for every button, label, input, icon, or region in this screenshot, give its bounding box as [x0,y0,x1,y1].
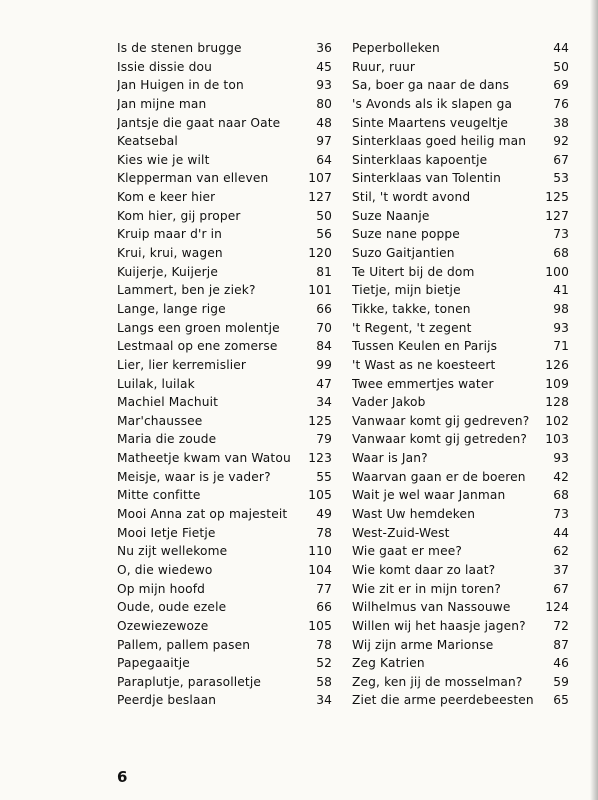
index-entry [117,412,332,431]
entry-page-number: 58 [316,674,332,689]
entry-title: Ruur, ruur [352,59,416,74]
entry-page-number: 120 [308,246,332,261]
entry-title: Lier, lier kerremislier [117,357,247,372]
index-entry [117,486,332,505]
entry-page-number: 92 [553,134,569,149]
entry-title: Te Uitert bij de dom [352,264,475,279]
index-entry [352,244,569,263]
entry-title: Wie zit er in mijn toren? [352,581,502,596]
entry-page-number: 41 [553,283,569,298]
entry-page-number: 38 [553,115,569,130]
index-entry [352,636,569,655]
entry-page-number: 69 [553,78,569,93]
entry-title: Wait je wel waar Janman [352,488,506,503]
index-entry [352,654,569,673]
entry-title: Maria die zoude [117,432,217,447]
entry-title: Sinterklaas kapoentje [352,152,488,167]
index-entry [352,188,569,207]
entry-page-number: 105 [308,488,332,503]
index-entry [117,673,332,692]
entry-title: Issie dissie dou [117,59,212,74]
entry-page-number: 84 [316,339,332,354]
entry-page-number: 44 [553,41,569,55]
index-entry [117,449,332,468]
entry-title: Waar is Jan? [352,451,428,466]
index-entry [117,300,332,319]
index-entry [117,319,332,338]
entry-title: Meisje, waar is je vader? [117,469,271,484]
entry-page-number: 42 [553,469,569,484]
entry-title: Twee emmertjes water [352,376,494,391]
index-entry [352,561,569,580]
index-entry [117,169,332,188]
entry-page-number: 50 [553,59,569,74]
entry-title: Kruip maar d'r in [117,227,223,242]
entry-title: Sa, boer ga naar de dans [352,78,510,93]
index-entry [352,39,569,58]
entry-title: Suzo Gaitjantien [352,246,455,261]
index-entry [117,356,332,375]
entry-page-number: 34 [316,395,332,410]
entry-title: Lestmaal op ene zomerse [117,339,278,354]
index-entry [352,580,569,599]
entry-page-number: 109 [545,376,569,391]
index-entry [352,114,569,133]
index-entry [117,188,332,207]
entry-title: Jan mijne man [117,96,207,111]
entry-title: Op mijn hoofd [117,581,206,596]
entry-page-number: 37 [553,562,569,577]
index-entry [352,151,569,170]
index-entry [117,76,332,95]
index-entry [117,598,332,617]
entry-title: Mooi Anna zat op majesteit [117,507,288,522]
entry-page-number: 105 [308,618,332,633]
index-entry [352,691,569,710]
index-entry [352,207,569,226]
entry-title: Suze Naanje [352,208,430,223]
entry-page-number: 103 [545,432,569,447]
index-entry [352,281,569,300]
entry-page-number: 101 [308,283,332,298]
entry-title: Vader Jakob [352,395,426,410]
entry-page-number: 107 [308,171,332,186]
entry-title: Peerdje beslaan [117,693,217,708]
entry-title: Wie komt daar zo laat? [352,562,496,577]
entry-title: Peperbolleken [352,41,440,55]
entry-title: Nu zijt wellekome [117,544,228,559]
index-entry [117,244,332,263]
entry-page-number: 77 [316,581,332,596]
entry-title: Is de stenen brugge [117,41,242,55]
index-entry [117,654,332,673]
index-entry [117,617,332,636]
entry-page-number: 87 [553,637,569,652]
entry-title: Sinterklaas goed heilig man [352,134,527,149]
entry-title: Papegaaitje [117,656,190,671]
index-entry [352,225,569,244]
entry-page-number: 55 [316,469,332,484]
entry-page-number: 53 [553,171,569,186]
entry-page-number: 80 [316,96,332,111]
index-entry [117,207,332,226]
entry-title: Jantsje die gaat naar Oate [117,115,281,130]
entry-page-number: 34 [316,693,332,708]
entry-page-number: 76 [553,96,569,111]
index-column-right [352,39,569,710]
page-number: 6 [117,768,128,786]
entry-title: Mooi Ietje Fietje [117,525,216,540]
entry-page-number: 127 [308,190,332,205]
entry-page-number: 70 [316,320,332,335]
index-entry [117,263,332,282]
entry-page-number: 45 [316,59,332,74]
entry-page-number: 46 [553,656,569,671]
index-entry [352,673,569,692]
entry-page-number: 93 [553,451,569,466]
index-entry [352,263,569,282]
index-entry [352,356,569,375]
index-entry [117,691,332,710]
index-column-left [117,39,332,710]
index-entry [352,430,569,449]
entry-page-number: 52 [316,656,332,671]
index-entry [352,169,569,188]
entry-page-number: 66 [316,301,332,316]
entry-title: Klepperman van elleven [117,171,269,186]
index-entry [117,375,332,394]
entry-title: O, die wiedewo [117,562,213,577]
entry-page-number: 123 [308,451,332,466]
index-entry [117,95,332,114]
entry-page-number: 56 [316,227,332,242]
entry-page-number: 67 [553,152,569,167]
entry-page-number: 49 [316,507,332,522]
entry-title: Wie gaat er mee? [352,544,462,559]
index-entry [117,225,332,244]
entry-page-number: 126 [545,357,569,372]
entry-title: Krui, krui, wagen [117,246,223,261]
index-entry [117,468,332,487]
entry-title: Keatsebal [117,134,178,149]
entry-page-number: 99 [316,357,332,372]
index-entry [352,468,569,487]
entry-page-number: 98 [553,301,569,316]
index-entry [352,449,569,468]
entry-page-number: 78 [316,637,332,652]
entry-page-number: 93 [553,320,569,335]
entry-title: Luilak, luilak [117,376,195,391]
entry-title: Lange, lange rige [117,301,226,316]
index-entry [117,281,332,300]
index-entry [117,132,332,151]
page-edge-shadow [590,0,598,800]
entry-title: Mar'chaussee [117,413,203,428]
entry-title: 't Regent, 't zegent [352,320,472,335]
index-entry [117,114,332,133]
index-entry [117,39,332,58]
entry-title: Zeg, ken jij de mosselman? [352,674,523,689]
entry-page-number: 104 [308,562,332,577]
index-entry [352,486,569,505]
index-entry [117,393,332,412]
entry-title: Sinte Maartens veugeltje [352,115,509,130]
entry-title: Suze nane poppe [352,227,460,242]
entry-page-number: 125 [308,413,332,428]
entry-title: Kies wie je wilt [117,152,210,167]
entry-page-number: 102 [545,413,569,428]
entry-title: Jan Huigen in de ton [117,78,244,93]
index-entry [352,319,569,338]
index-entry [117,542,332,561]
entry-page-number: 59 [553,674,569,689]
entry-page-number: 68 [553,246,569,261]
index-entry [117,580,332,599]
entry-page-number: 68 [553,488,569,503]
entry-title: Wast Uw hemdeken [352,507,476,522]
entry-title: Paraplutje, parasolletje [117,674,262,689]
entry-title: Mitte confitte [117,488,201,503]
entry-title: 's Avonds als ik slapen ga [352,96,513,111]
entry-title: Willen wij het haasje jagen? [352,618,526,633]
entry-page-number: 128 [545,395,569,410]
index-entry [117,151,332,170]
entry-page-number: 125 [545,190,569,205]
entry-title: Stil, 't wordt avond [352,190,471,205]
entry-title: Vanwaar komt gij gedreven? [352,413,530,428]
entry-page-number: 73 [553,507,569,522]
entry-title: Tussen Keulen en Parijs [352,339,498,354]
index-entry [117,524,332,543]
entry-page-number: 44 [553,525,569,540]
entry-page-number: 73 [553,227,569,242]
index-entry [352,617,569,636]
index-entry [117,636,332,655]
entry-title: Oude, oude ezele [117,600,227,615]
entry-page-number: 65 [553,693,569,708]
index-entry [352,598,569,617]
index-entry [352,337,569,356]
entry-page-number: 50 [316,208,332,223]
entry-page-number: 100 [545,264,569,279]
entry-page-number: 93 [316,78,332,93]
index-entry [117,505,332,524]
index-entry [352,375,569,394]
index-entry [117,430,332,449]
entry-page-number: 124 [545,600,569,615]
entry-title: Machiel Machuit [117,395,219,410]
entry-page-number: 72 [553,618,569,633]
index-entry [352,412,569,431]
entry-title: Zeg Katrien [352,656,425,671]
entry-title: Waarvan gaan er de boeren [352,469,526,484]
index-entry [117,561,332,580]
entry-page-number: 66 [316,600,332,615]
entry-page-number: 47 [316,376,332,391]
index-entry [352,300,569,319]
index-entry [117,337,332,356]
entry-title: Langs een groen molentje [117,320,280,335]
entry-page-number: 78 [316,525,332,540]
entry-title: Tietje, mijn bietje [352,283,461,298]
entry-title: Tikke, takke, tonen [352,301,471,316]
entry-page-number: 97 [316,134,332,149]
entry-title: West-Zuid-West [352,525,450,540]
entry-title: Kom hier, gij proper [117,208,241,223]
entry-title: Wij zijn arme Marionse [352,637,494,652]
index-entry [352,76,569,95]
entry-title: Lammert, ben je ziek? [117,283,256,298]
entry-title: Vanwaar komt gij getreden? [352,432,527,447]
entry-title: Wilhelmus van Nassouwe [352,600,511,615]
index-entry [352,524,569,543]
entry-page-number: 64 [316,152,332,167]
index-entry [352,95,569,114]
index-entry [352,58,569,77]
entry-title: Kuijerje, Kuijerje [117,264,218,279]
index-entry [352,393,569,412]
entry-title: Sinterklaas van Tolentin [352,171,501,186]
index-entry [352,132,569,151]
entry-page-number: 62 [553,544,569,559]
entry-page-number: 67 [553,581,569,596]
entry-page-number: 127 [545,208,569,223]
entry-title: Ziet die arme peerdebeesten [352,693,534,708]
entry-page-number: 79 [316,432,332,447]
entry-title: Ozewiezewoze [117,618,209,633]
entry-page-number: 36 [316,41,332,55]
entry-title: Kom e keer hier [117,190,216,205]
entry-page-number: 48 [316,115,332,130]
entry-title: Matheetje kwam van Watou [117,451,291,466]
index-entry [117,58,332,77]
entry-page-number: 71 [553,339,569,354]
entry-page-number: 110 [308,544,332,559]
index-entry [352,505,569,524]
entry-title: 't Wast as ne koesteert [352,357,496,372]
entry-page-number: 81 [316,264,332,279]
entry-title: Pallem, pallem pasen [117,637,251,652]
index-entry [352,542,569,561]
